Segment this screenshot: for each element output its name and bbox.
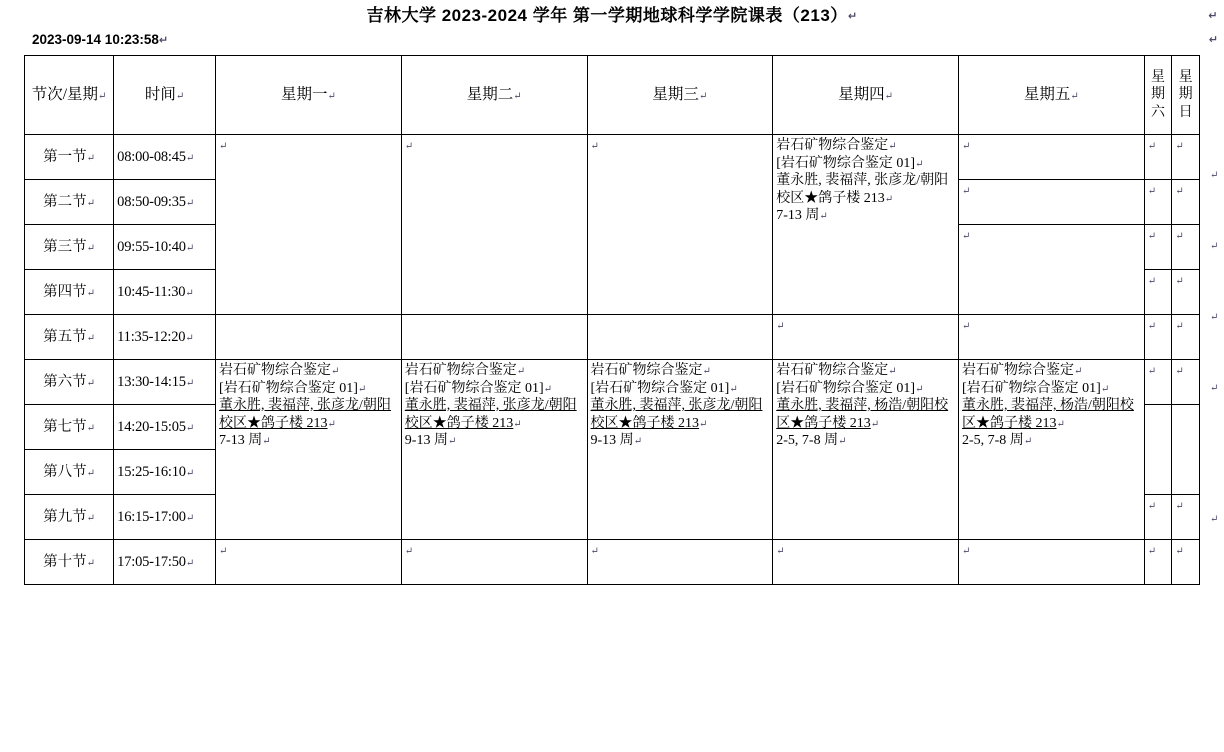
time-10	[114, 540, 216, 585]
period-6	[25, 360, 114, 405]
cell-tuesday-10[interactable]	[401, 540, 587, 585]
pilcrow: ↵	[702, 366, 711, 377]
cell-sunday-1[interactable]	[1172, 135, 1200, 180]
course-weeks: 9-13 周	[590, 433, 634, 448]
pilcrow: ↵	[729, 383, 738, 395]
cell-sunday-3[interactable]	[1172, 225, 1200, 270]
time-label: 08:50-09:35	[117, 193, 186, 210]
pilcrow: ↵	[185, 197, 195, 209]
header-wednesday	[587, 56, 773, 135]
course-name: 岩石矿物综合鉴定	[219, 363, 332, 378]
time-label: 14:20-15:05	[117, 418, 186, 435]
cell-thursday-morning-course[interactable]	[773, 135, 959, 315]
pilcrow: ↵	[185, 557, 195, 569]
pilcrow: ↵	[888, 366, 897, 377]
margin-pilcrow: ↵	[1210, 241, 1219, 252]
time-label: 10:45-11:30	[117, 283, 186, 300]
cell-sunday-4[interactable]	[1172, 270, 1200, 315]
course-teachers: 董永胜, 裴福萍, 张彦龙/朝阳校区★鸽子楼 213	[404, 398, 577, 431]
pilcrow: ↵	[961, 321, 971, 332]
pilcrow: ↵	[331, 366, 340, 377]
cell-friday-1[interactable]	[958, 135, 1144, 180]
pilcrow: ↵	[888, 141, 897, 152]
course-class: [岩石矿物综合鉴定 01]	[590, 380, 730, 396]
cell-saturday-4[interactable]	[1144, 270, 1172, 315]
header-wednesday-label: 星期三	[652, 86, 699, 104]
pilcrow: ↵	[1100, 383, 1110, 395]
cell-sunday-5[interactable]	[1172, 315, 1200, 360]
cell-saturday-2[interactable]	[1144, 180, 1172, 225]
pilcrow: ↵	[870, 418, 880, 430]
cell-saturday-1[interactable]	[1144, 135, 1172, 180]
pilcrow: ↵	[1175, 141, 1184, 152]
pilcrow: ↵	[513, 418, 522, 430]
pilcrow: ↵	[1070, 91, 1079, 103]
time-1	[114, 135, 216, 180]
pilcrow: ↵	[884, 91, 894, 103]
cell-sunday-10[interactable]	[1172, 540, 1200, 585]
pilcrow: ↵	[915, 383, 924, 395]
cell-saturday-10[interactable]	[1144, 540, 1172, 585]
cell-saturday-5[interactable]	[1144, 315, 1172, 360]
header-saturday: 星期六	[1144, 56, 1172, 135]
time-9	[114, 495, 216, 540]
course-teachers: 董永胜, 裴福萍, 张彦龙/朝阳校区★鸽子楼 213	[590, 398, 763, 431]
course-class: [岩石矿物综合鉴定 01]	[219, 380, 358, 396]
header-period	[25, 56, 114, 135]
pilcrow: ↵	[185, 152, 195, 164]
pilcrow: ↵	[590, 141, 599, 152]
header-period-label: 节次/星期	[31, 86, 99, 104]
cell-thursday-10[interactable]	[773, 540, 959, 585]
period-9	[25, 495, 114, 540]
header-tuesday-label: 星期二	[466, 86, 514, 104]
pilcrow: ↵	[86, 377, 96, 389]
course-name: 岩石矿物综合鉴定	[404, 363, 517, 378]
pilcrow: ↵	[447, 436, 457, 447]
course-weeks: 7-13 周	[219, 433, 263, 448]
period-label: 第七节	[43, 418, 87, 435]
pilcrow: ↵	[633, 436, 643, 447]
table-header-row	[25, 56, 1200, 135]
course-teachers: 董永胜, 裴福萍, 杨浩/朝阳校区★鸽子楼 213	[961, 398, 1134, 431]
pilcrow: ↵	[590, 546, 599, 557]
pilcrow: ↵	[404, 141, 414, 152]
pilcrow: ↵	[776, 546, 785, 557]
pilcrow: ↵	[185, 332, 194, 344]
time-label: 08:00-08:45	[117, 148, 186, 165]
period-label: 第一节	[43, 148, 87, 165]
pilcrow: ↵	[961, 546, 971, 557]
pilcrow: ↵	[1147, 366, 1157, 377]
pilcrow: ↵	[262, 436, 271, 447]
course-class: [岩石矿物综合鉴定 01]	[776, 155, 916, 171]
cell-thursday-5[interactable]	[773, 315, 959, 360]
pilcrow: ↵	[819, 211, 828, 222]
period-label: 第八节	[43, 463, 87, 480]
period-10	[25, 540, 114, 585]
course-teachers: 董永胜, 裴福萍, 张彦龙/朝阳校区★鸽子楼 213	[219, 398, 391, 431]
cell-monday-5[interactable]	[216, 315, 402, 360]
course-weeks: 9-13 周	[404, 433, 448, 448]
course-name: 岩石矿物综合鉴定	[590, 363, 703, 378]
right-margin-marks	[1210, 0, 1222, 525]
timestamp	[0, 29, 1224, 51]
course-class: [岩石矿物综合鉴定 01]	[961, 380, 1101, 396]
cell-wednesday-5[interactable]	[587, 315, 773, 360]
cell-saturday-9[interactable]	[1144, 495, 1172, 540]
course-weeks: 7-13 周	[776, 208, 820, 223]
pilcrow: ↵	[86, 512, 96, 524]
page-title-text: 吉林大学 2023-2024 学年 第一学期地球科学学院课表（213）	[366, 6, 848, 25]
table-row	[25, 540, 1200, 585]
pilcrow: ↵	[175, 91, 185, 103]
time-2	[114, 180, 216, 225]
cell-friday-afternoon-course[interactable]	[958, 360, 1144, 540]
pilcrow: ↵	[516, 366, 526, 377]
time-label: 13:30-14:15	[117, 373, 186, 390]
cell-tuesday-afternoon-course[interactable]	[401, 360, 587, 540]
header-friday-label: 星期五	[1023, 86, 1071, 104]
page-title	[0, 0, 1224, 29]
cell-tuesday-5[interactable]	[401, 315, 587, 360]
header-monday-label: 星期一	[280, 86, 328, 104]
time-5	[114, 315, 216, 360]
pilcrow: ↵	[1147, 231, 1157, 242]
time-8	[114, 450, 216, 495]
time-3	[114, 225, 216, 270]
period-3	[25, 225, 114, 270]
time-7	[114, 405, 216, 450]
timestamp-text: 2023-09-14 10:23:58	[32, 32, 159, 47]
pilcrow: ↵	[1175, 231, 1184, 242]
time-4	[114, 270, 216, 315]
pilcrow: ↵	[219, 141, 228, 152]
pilcrow: ↵	[961, 141, 971, 152]
cell-monday-afternoon-course[interactable]	[216, 360, 402, 540]
pilcrow: ↵	[185, 512, 195, 524]
pilcrow: ↵	[219, 546, 228, 557]
header-thursday-label: 星期四	[838, 86, 885, 104]
cell-monday-10[interactable]	[216, 540, 402, 585]
pilcrow: ↵	[961, 186, 971, 197]
table-row	[25, 135, 1200, 180]
pilcrow: ↵	[404, 546, 414, 557]
period-label: 第四节	[43, 283, 87, 300]
pilcrow: ↵	[185, 287, 194, 299]
period-label: 第三节	[43, 238, 87, 255]
pilcrow: ↵	[961, 231, 971, 242]
cell-wednesday-afternoon-course[interactable]	[587, 360, 773, 540]
pilcrow: ↵	[1175, 546, 1184, 557]
period-2	[25, 180, 114, 225]
pilcrow: ↵	[98, 91, 107, 103]
period-label: 第二节	[43, 193, 87, 210]
pilcrow: ↵	[1147, 501, 1157, 512]
header-sunday: 星期日	[1172, 56, 1200, 135]
margin-pilcrow: ↵	[1210, 383, 1219, 394]
header-tuesday	[401, 56, 587, 135]
pilcrow: ↵	[513, 91, 522, 103]
period-8	[25, 450, 114, 495]
time-label: 15:25-16:10	[117, 463, 186, 480]
table-row	[25, 360, 1200, 405]
header-monday	[216, 56, 402, 135]
margin-pilcrow: ↵	[1210, 170, 1219, 181]
period-label: 第九节	[43, 508, 87, 525]
course-weeks: 2-5, 7-8 周	[776, 433, 839, 448]
table-row	[25, 315, 1200, 360]
period-label: 第十节	[43, 553, 87, 570]
cell-friday-2[interactable]	[958, 180, 1144, 225]
pilcrow: ↵	[86, 242, 96, 254]
schedule-table	[24, 55, 1200, 585]
time-6	[114, 360, 216, 405]
course-class: [岩石矿物综合鉴定 01]	[404, 380, 544, 396]
pilcrow: ↵	[776, 321, 785, 332]
pilcrow: ↵	[884, 193, 894, 205]
cell-friday-10[interactable]	[958, 540, 1144, 585]
cell-wednesday-10[interactable]	[587, 540, 773, 585]
pilcrow: ↵	[86, 557, 96, 569]
title-pilcrow: ↵	[847, 10, 858, 23]
period-5	[25, 315, 114, 360]
course-name: 岩石矿物综合鉴定	[776, 138, 889, 153]
time-label: 16:15-17:00	[117, 508, 186, 525]
course-weeks: 2-5, 7-8 周	[961, 433, 1024, 448]
pilcrow: ↵	[699, 418, 708, 430]
period-4	[25, 270, 114, 315]
pilcrow: ↵	[1175, 501, 1184, 512]
period-1	[25, 135, 114, 180]
pilcrow: ↵	[1023, 436, 1033, 447]
pilcrow: ↵	[1147, 186, 1157, 197]
header-time	[114, 56, 216, 135]
header-right-pilcrow: ↵	[1208, 10, 1218, 22]
header-time-label: 时间	[144, 86, 176, 104]
header-thursday	[773, 56, 959, 135]
cell-sunday-2[interactable]	[1172, 180, 1200, 225]
pilcrow: ↵	[1147, 141, 1157, 152]
timestamp-pilcrow: ↵	[158, 34, 169, 47]
pilcrow: ↵	[86, 332, 96, 344]
pilcrow: ↵	[327, 91, 336, 103]
pilcrow: ↵	[1175, 276, 1184, 287]
cell-sunday-7[interactable]	[1172, 405, 1200, 495]
cell-thursday-afternoon-course[interactable]	[773, 360, 959, 540]
time-label: 11:35-12:20	[117, 328, 186, 345]
course-class: [岩石矿物综合鉴定 01]	[776, 380, 916, 396]
period-7	[25, 405, 114, 450]
pilcrow: ↵	[185, 377, 195, 389]
cell-tuesday-morning[interactable]	[401, 135, 587, 315]
pilcrow: ↵	[698, 91, 708, 103]
timestamp-right-pilcrow: ↵	[1208, 34, 1218, 46]
pilcrow: ↵	[185, 242, 195, 254]
pilcrow: ↵	[185, 422, 195, 434]
pilcrow: ↵	[185, 467, 195, 479]
cell-saturday-3[interactable]	[1144, 225, 1172, 270]
time-label: 17:05-17:50	[117, 553, 186, 570]
pilcrow: ↵	[1175, 321, 1184, 332]
pilcrow: ↵	[1056, 418, 1065, 430]
cell-friday-5[interactable]	[958, 315, 1144, 360]
pilcrow: ↵	[838, 436, 847, 447]
margin-pilcrow: ↵	[1210, 312, 1219, 323]
course-teachers: 董永胜, 裴福萍, 张彦龙/朝阳校区★鸽子楼 213	[776, 173, 949, 206]
header-friday	[958, 56, 1144, 135]
pilcrow: ↵	[1175, 186, 1184, 197]
cell-friday-3[interactable]	[958, 225, 1144, 315]
cell-monday-morning[interactable]	[216, 135, 402, 315]
pilcrow: ↵	[86, 422, 96, 434]
pilcrow: ↵	[1175, 366, 1184, 377]
pilcrow: ↵	[86, 152, 96, 164]
cell-saturday-7[interactable]	[1144, 405, 1172, 495]
course-name: 岩石矿物综合鉴定	[776, 363, 889, 378]
margin-pilcrow: ↵	[1210, 514, 1219, 525]
period-label: 第五节	[43, 328, 87, 345]
course-teachers: 董永胜, 裴福萍, 杨浩/朝阳校区★鸽子楼 213	[776, 398, 949, 431]
cell-sunday-6[interactable]	[1172, 360, 1200, 405]
time-label: 09:55-10:40	[117, 238, 186, 255]
pilcrow: ↵	[1147, 321, 1157, 332]
pilcrow: ↵	[327, 418, 336, 430]
pilcrow: ↵	[86, 287, 96, 299]
cell-saturday-6[interactable]	[1144, 360, 1172, 405]
pilcrow: ↵	[86, 197, 96, 209]
pilcrow: ↵	[86, 467, 96, 479]
pilcrow: ↵	[357, 383, 367, 395]
pilcrow: ↵	[1147, 276, 1157, 287]
course-name: 岩石矿物综合鉴定	[961, 363, 1074, 378]
period-label: 第六节	[43, 373, 87, 390]
pilcrow: ↵	[543, 383, 552, 395]
cell-wednesday-morning[interactable]	[587, 135, 773, 315]
pilcrow: ↵	[915, 158, 924, 170]
cell-sunday-9[interactable]	[1172, 495, 1200, 540]
pilcrow: ↵	[1147, 546, 1157, 557]
pilcrow: ↵	[1073, 366, 1083, 377]
